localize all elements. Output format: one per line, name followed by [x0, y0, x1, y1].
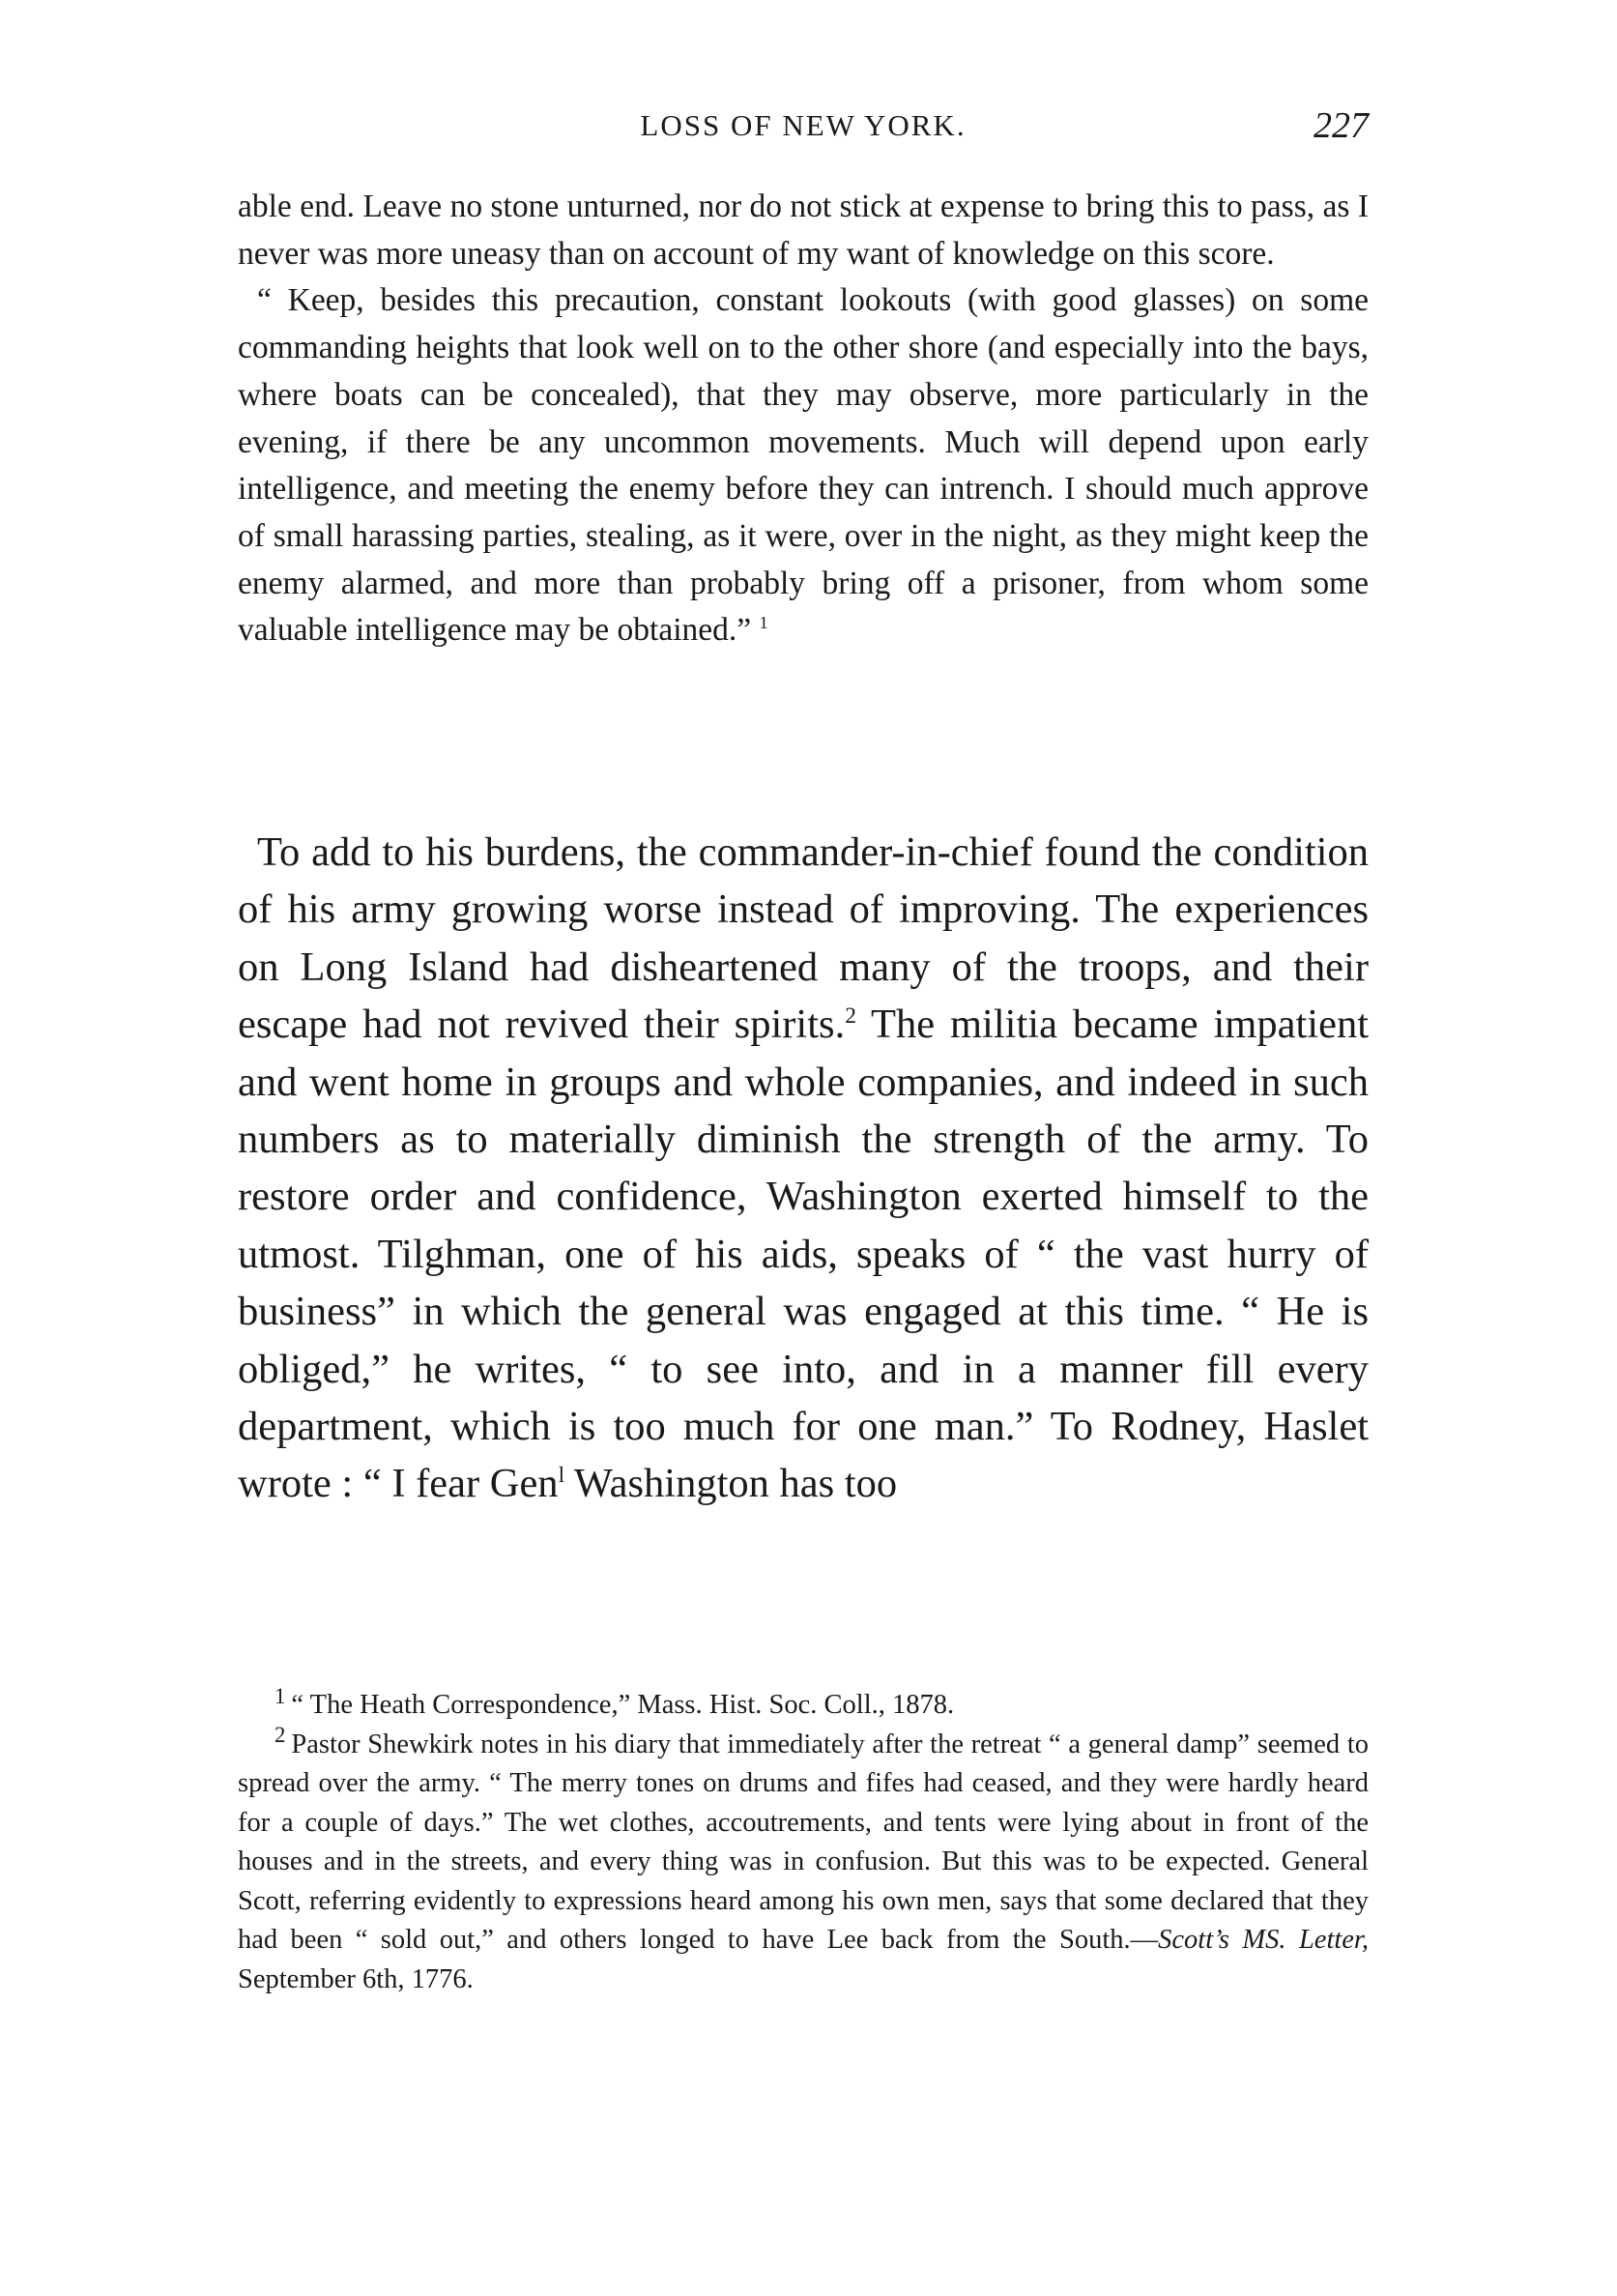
footnote-2-source: Scott’s MS. Letter,	[1158, 1925, 1369, 1955]
body-text-part-3: Washington has too	[564, 1461, 898, 1507]
quoted-letter	[238, 184, 1369, 654]
footnote-2	[238, 1723, 1369, 2000]
footnote-1-mark: 1	[274, 1683, 286, 1708]
quote-paragraph-1: able end. Leave no stone unturned, nor do not stick at expense to bring this to pass, as I never was more uneasy than on account of my want of knowledge on this score.	[238, 189, 1369, 272]
body-text-part-2: The militia became impatient and went home in groups and whole companies, and indeed in such numbers as to materially diminish the strength of the army. To restore order and confidence, Washington exerted himself to the utmost. Tilghman, one of his aids, speaks of “ the vast hurry of business” in which the general was engaged at this time. “ He is obliged,” he writes, “ to see into, and in a manner fill every department, which is too much for one man.” To Rodney, Haslet wrote : “ I fear Gen	[238, 1002, 1370, 1507]
footnote-ref-1: 1	[759, 613, 768, 633]
footnote-2-mark: 2	[274, 1723, 286, 1747]
gen-abbrev-superscript: l	[558, 1463, 565, 1489]
body-text	[238, 824, 1369, 1513]
running-head: LOSS OF NEW YORK.	[640, 108, 967, 142]
body-text-part-1: To add to his burdens, the commander-in-chief found the condition of his army growing worse instead of improving. The experiences on Long Island had disheartened many of the troops, and their escape had not revived their spirits.	[238, 829, 1369, 1048]
footnotes	[238, 1683, 1369, 1999]
footnote-2-text: Pastor Shewkirk notes in his diary that immediately after the retreat “ a general damp” seemed to spread over the army. “ The merry tones on drums and fifes had ceased, and they were hardly heard for a couple of days.” The wet clothes, accoutrements, and tents were lying about in front of the houses and in the streets, and every thing was in confusion. But this was to be expected. General Scott, referring evidently to expressions heard among his own men, says that some declared that they had been “ sold out,” and others longed to have Lee back from the South.—	[238, 1729, 1369, 1955]
footnote-1-text: “ The Heath Correspondence,” Mass. Hist. Soc. Coll., 1878.	[291, 1690, 955, 1720]
footnote-2-end: September 6th, 1776.	[238, 1963, 474, 1994]
quote-paragraph-2-text: “ Keep, besides this precaution, constant lookouts (with good glasses) on some commanding heights that look well on to the other shore (and especially into the bays, where boats can be concealed), that they may observe, more particularly in the evening, if there be any uncommon movements. Much will depend upon early intelligence, and meeting the enemy before they can intrench. I should much approve of small harassing parties, stealing, as it were, over in the night, as they might keep the enemy alarmed, and more than probably bring off a prisoner, from whom some valuable intelligence may be obtained.”	[238, 282, 1369, 649]
page-header	[238, 104, 1369, 162]
page-number: 227	[1314, 105, 1369, 146]
footnote-ref-2: 2	[845, 1003, 856, 1030]
footnote-1	[238, 1683, 1369, 1726]
quote-paragraph-2	[238, 277, 1369, 654]
body-paragraph	[238, 824, 1369, 1513]
